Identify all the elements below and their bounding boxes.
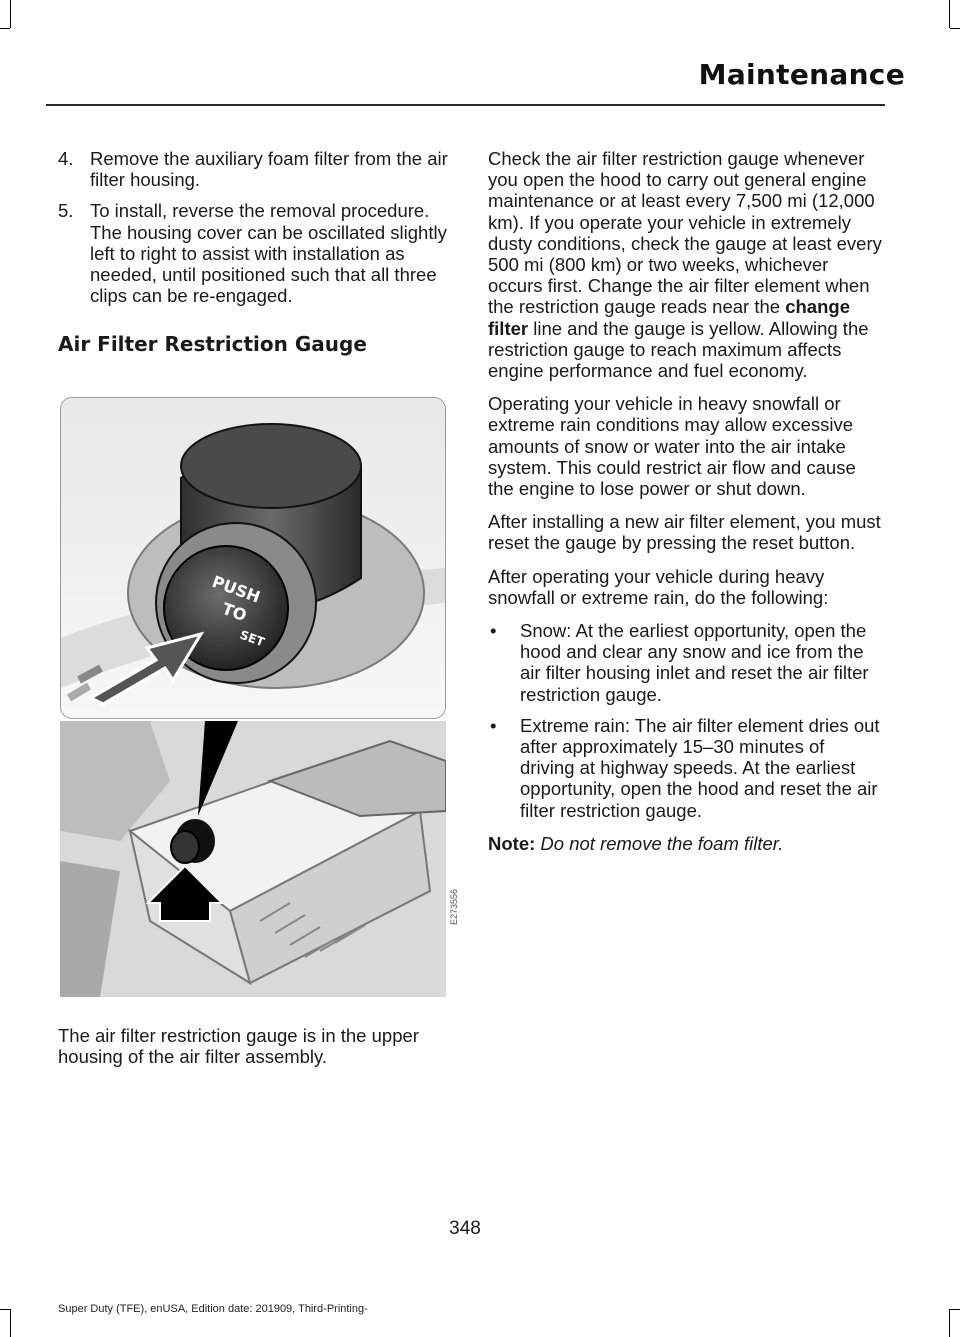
- note-label: Note:: [488, 832, 536, 854]
- figure-id: E273556: [449, 888, 459, 925]
- note-text: Do not remove the foam filter.: [540, 832, 784, 854]
- crop-mark-top-right-h: [950, 28, 960, 29]
- title-divider: [46, 104, 885, 106]
- figure: [60, 397, 446, 997]
- list-item-text: Snow: At the earliest opportunity, open the hood and clear any snow and ice from the air filter housing inlet and reset the air filter restriction gauge.: [520, 620, 869, 705]
- paragraph-text: Check the air filter restriction gauge whenever you open the hood to carry out general engine maintenance or at least every 7,500 mi (12,000 km). If you operate your vehicle in extremely dusty conditions, check the gauge at least every 500 mi (800 km) or two weeks, whichever occurs first. Change the air filter element when the restriction gauge reads near the: [488, 148, 882, 318]
- paragraph-snowfall: Operating your vehicle in heavy snowfall or extreme rain conditions may allow excessive amounts of snow or water into the air intake system. This could restrict air flow and cause the engine to lose power or shut down.: [488, 393, 856, 500]
- left-column: [58, 148, 448, 356]
- paragraph-check-gauge: [488, 148, 883, 381]
- list-item: [488, 715, 883, 821]
- right-column: [488, 148, 883, 866]
- gauge-label-push: PUSH: [209, 571, 263, 607]
- crop-mark-bottom-left-h: [0, 1309, 10, 1310]
- note: [488, 833, 883, 854]
- step-number: 4.: [58, 148, 74, 169]
- engine-bay-illustration: [60, 721, 446, 997]
- figure-caption: The air filter restriction gauge is in the upper housing of the air filter assembly.: [58, 1025, 419, 1068]
- step-text: To install, reverse the removal procedure. The housing cover can be oscillated slightly left to right to assist with installation as needed, until positioned such that all three clips can be re-engaged.: [90, 200, 447, 307]
- crop-mark-top-left-v: [10, 0, 11, 28]
- footer-edition: Super Duty (TFE), enUSA, Edition date: 201909, Third-Printing-: [58, 1303, 368, 1315]
- crop-mark-bottom-right-h: [950, 1309, 960, 1310]
- step-list: [58, 148, 448, 306]
- step-number: 5.: [58, 200, 74, 222]
- paragraph-text: line and the gauge is yellow. Allowing the restriction gauge to reach maximum affects engine performance and fuel economy.: [488, 317, 869, 382]
- bullet-icon: •: [490, 620, 497, 642]
- paragraph-after-operating: After operating your vehicle during heavy snowfall or extreme rain, do the following:: [488, 565, 829, 608]
- keyword-change-filter: change filter: [488, 296, 850, 339]
- bullet-icon: •: [490, 714, 497, 736]
- crop-mark-bottom-left-v: [10, 1309, 11, 1337]
- list-item-text: Extreme rain: The air filter element dries out after approximately 15–30 minutes of driving at highway speeds. At the earliest opportunity, open the hood and reset the air filter restriction gauge.: [520, 714, 880, 821]
- page-title: Maintenance: [698, 58, 905, 91]
- step-text: Remove the auxiliary foam filter from the air filter housing.: [90, 148, 448, 191]
- section-heading: Air Filter Restriction Gauge: [58, 332, 367, 357]
- gauge-label-to: TO: [219, 598, 250, 626]
- crop-mark-top-left-h: [0, 28, 10, 29]
- gauge-closeup-illustration: [60, 397, 446, 719]
- bullet-list: [488, 620, 883, 821]
- step-item: [58, 148, 448, 190]
- list-item: [488, 620, 883, 705]
- crop-mark-bottom-right-v: [949, 1309, 950, 1337]
- step-item: [58, 200, 448, 306]
- gauge-label-set: SET: [237, 627, 267, 650]
- crop-mark-top-right-v: [949, 0, 950, 28]
- paragraph-reset: After installing a new air filter element, you must reset the gauge by pressing the reset button.: [488, 511, 881, 554]
- page-number: 348: [449, 1218, 481, 1239]
